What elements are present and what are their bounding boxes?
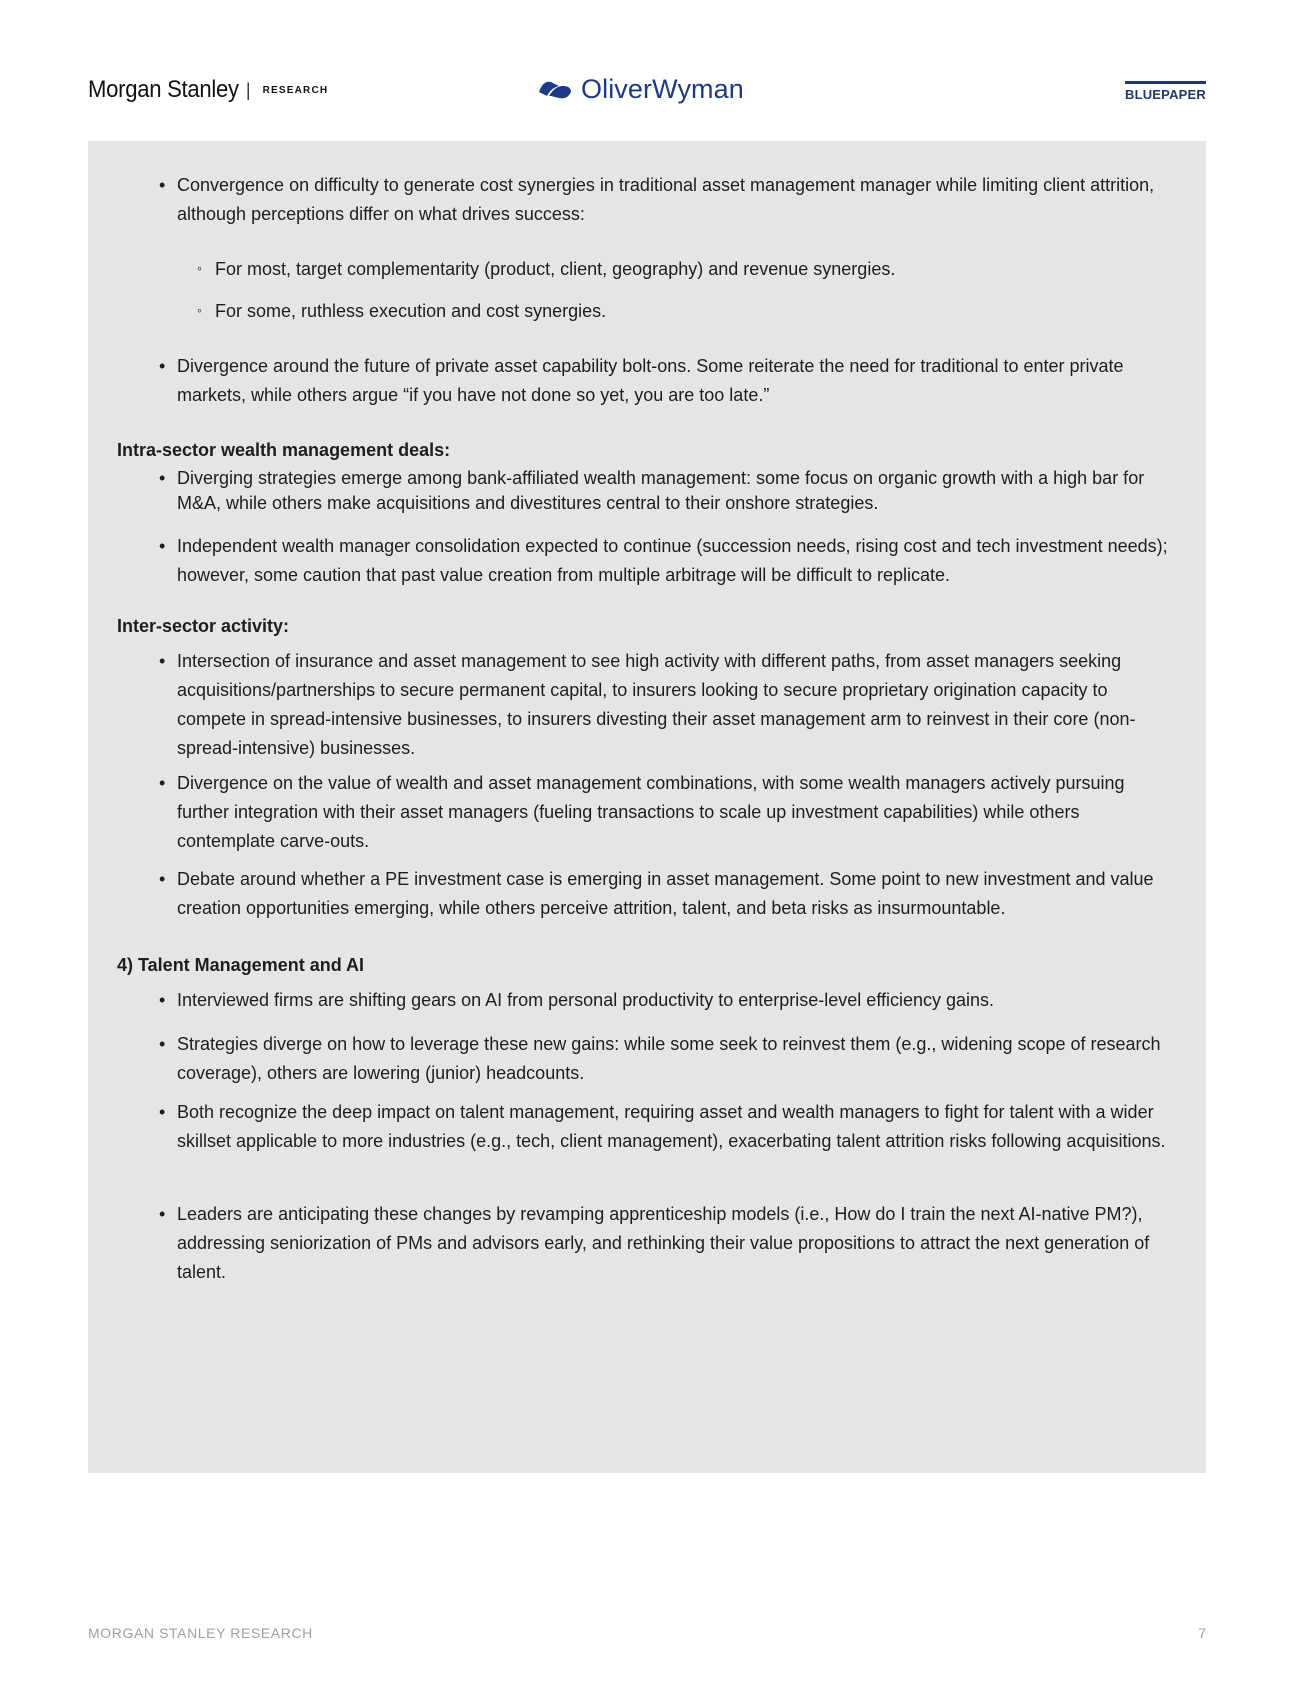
bullet-icon: • (159, 356, 166, 376)
research-label: RESEARCH (262, 84, 329, 96)
section-heading: Intra-sector wealth management deals: (117, 440, 451, 460)
list-item: • Diverging strategies emerge among bank-affiliated wealth management: some focus on organic growth with a high bar for M&A, while others make acquisitions and divestitures central to their onshore strategies. (159, 468, 1145, 513)
section-heading: 4) Talent Management and AI (117, 955, 365, 975)
list-item: • Both recognize the deep impact on talent management, requiring asset and wealth managers to fight for talent with a wider skillset applicable to more industries (e.g., tech, client management), exacerbating talent attrition risks following acquisitions. (177, 1098, 1177, 1156)
bullet-icon: • (159, 468, 166, 488)
bullet-icon: • (159, 1034, 166, 1054)
page-number: 7 (1198, 1625, 1206, 1641)
list-item: • Interviewed firms are shifting gears on AI from personal productivity to enterprise-level efficiency gains. (177, 986, 1177, 1015)
sub-list-item: ◦ For some, ruthless execution and cost synergies. (215, 297, 1175, 326)
bullet-icon: • (159, 773, 166, 793)
bullet-icon: • (159, 651, 166, 671)
oliver-wyman-icon (537, 78, 573, 102)
list-item: • Convergence on difficulty to generate cost synergies in traditional asset management manager while limiting client attrition, although perceptions differ on what drives success: (177, 171, 1177, 229)
sub-list-item: ◦ For most, target complementarity (product, client, geography) and revenue synergies. (215, 255, 1175, 284)
footer-label: MORGAN STANLEY RESEARCH (88, 1625, 313, 1641)
list-item: • Divergence around the future of private asset capability bolt-ons. Some reiterate the need for traditional to enter private markets, while others argue “if you have not done so yet, you are too late.” (177, 352, 1177, 410)
logo-separator: | (245, 79, 251, 100)
oliver-wyman-logo (537, 74, 744, 105)
bullet-icon: • (159, 990, 166, 1010)
morgan-stanley-wordmark: Morgan Stanley (88, 76, 239, 103)
bullet-icon: • (159, 536, 166, 556)
list-item: • Strategies diverge on how to leverage these new gains: while some seek to reinvest them (e.g., widening scope of research coverage), others are lowering (junior) headcounts. (177, 1030, 1177, 1088)
bluepaper-label: BLUEPAPER (1125, 81, 1206, 102)
list-item: • Divergence on the value of wealth and asset management combinations, with some wealth managers actively pursuing further integration with their asset managers (fueling transactions to scale up investment capabilities) while others contemplate carve-outs. (177, 769, 1177, 856)
list-item: • Independent wealth manager consolidation expected to continue (succession needs, rising cost and tech investment needs); however, some caution that past value creation from multiple arbitrage will be difficult to replicate. (177, 532, 1177, 590)
page-header (0, 0, 1300, 140)
morgan-stanley-logo (88, 76, 328, 104)
bullet-icon: • (159, 1204, 166, 1224)
circle-bullet-icon: ◦ (197, 302, 202, 318)
list-item: • Intersection of insurance and asset management to see high activity with different paths, from asset managers seeking acquisitions/partnerships to secure permanent capital, to insurers looking to secure proprietary origination capacity to compete in spread-intensive businesses, to insurers divesting their asset management arm to reinvest in their core (non-spread-intensive) businesses. (177, 647, 1177, 763)
bullet-icon: • (159, 1102, 166, 1122)
list-item: • Debate around whether a PE investment case is emerging in asset management. Some point to new investment and value creation opportunities emerging, while others perceive attrition, talent, and beta risks as insurmountable. (177, 865, 1177, 923)
bullet-icon: • (159, 175, 166, 195)
content-panel (88, 141, 1206, 1473)
section-heading: Inter-sector activity: (117, 616, 290, 636)
bullet-icon: • (159, 869, 166, 889)
circle-bullet-icon: ◦ (197, 260, 202, 276)
list-item: • Leaders are anticipating these changes by revamping apprenticeship models (i.e., How do I train the next AI-native PM?), addressing seniorization of PMs and advisors early, and rethinking their value propositions to attract the next generation of talent. (177, 1200, 1177, 1287)
oliver-wyman-wordmark: OliverWyman (581, 74, 744, 104)
